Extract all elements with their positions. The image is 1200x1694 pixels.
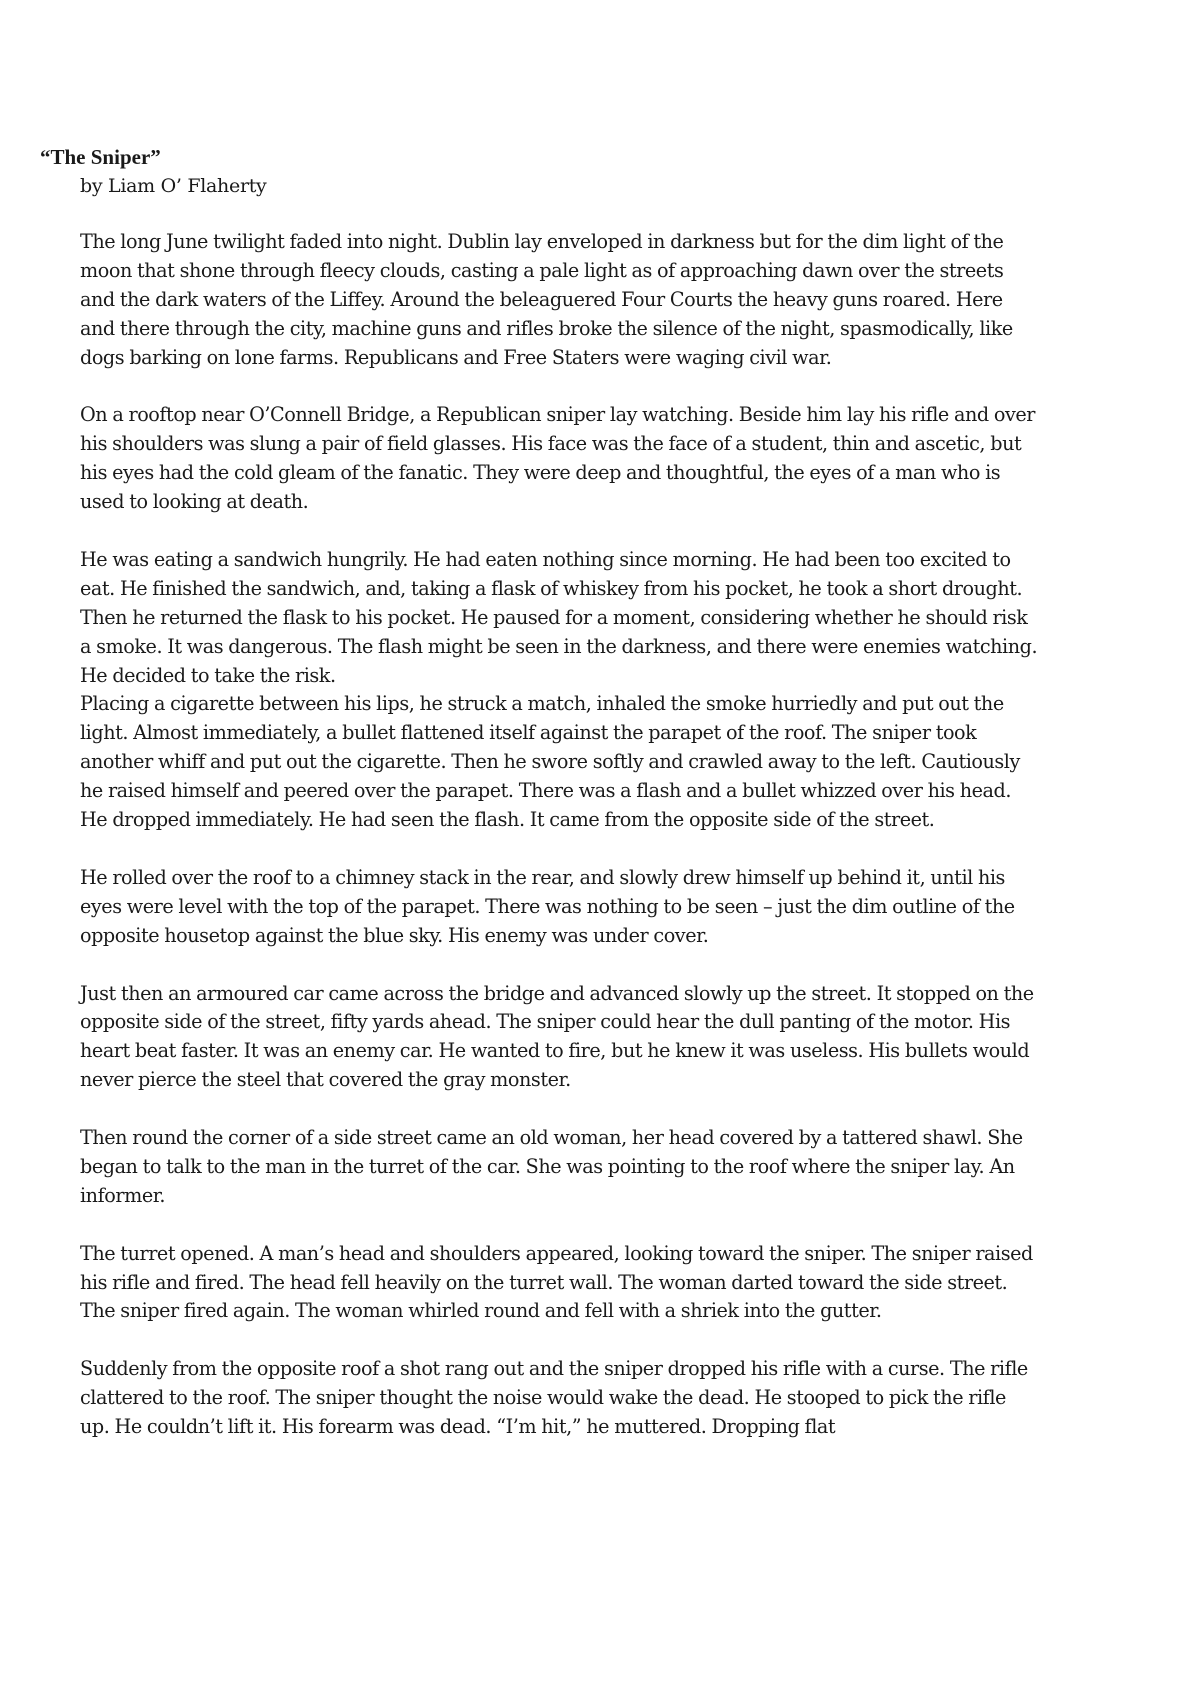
paragraph: Then round the corner of a side street came an old woman, her head covered by a tattered shawl. She began to talk to the man in the turret of the car. She was pointing to the roof where the sniper lay. An informer. bbox=[80, 1126, 1023, 1207]
paragraph: Placing a cigarette between his lips, he struck a match, inhaled the smoke hurriedly and put out the light. Almost immediately, a bullet flattened itself against the parapet of the roof. The sniper took another whiff and put out the cigarette. Then he swore softly and crawled away to the left. Cautiously he raised himself and peered over the parapet. There was a flash and a bullet whizzed over his head. He dropped immediately. He had seen the flash. It came from the opposite side of the street. bbox=[80, 692, 1020, 832]
paragraph: Just then an armoured car came across the bridge and advanced slowly up the street. It stopped on the opposite side of the street, fifty yards ahead. The sniper could hear the dull panting of the motor. His heart beat faster. It was an enemy car. He wanted to fire, but he knew it was useless. His bullets would never pierce the steel that covered the gray monster. bbox=[80, 981, 1034, 1092]
paragraph: Suddenly from the opposite roof a shot rang out and the sniper dropped his rifle with a curse. The rifle clattered to the roof. The sniper thought the noise would wake the dead. He stooped to pick the rifle up. He couldn’t lift it. His forearm was dead. “I’m hit,” he muttered. Dropping flat bbox=[80, 1357, 1028, 1439]
story-author: by Liam O’ Flaherty bbox=[80, 175, 267, 197]
paragraph: On a rooftop near O’Connell Bridge, a Republican sniper lay watching. Beside him lay his rifle and over his shoulders was slung a pair of field glasses. His face was the face of a student, thin and ascetic, but his eyes had the cold gleam of the fanatic. They were deep and thoughtful, the eyes of a man who is used to looking at death. bbox=[80, 403, 1035, 514]
paragraph: He was eating a sandwich hungrily. He had eaten nothing since morning. He had been too excited to eat. He finished the sandwich, and, taking a flask of whiskey from his pocket, he took a short drought. Then he returned the flask to his pocket. He paused for a moment, considering whether he should risk a smoke. It was dangerous. The flash might be seen in the darkness, and there were enemies watching. He decided to take the risk. bbox=[80, 547, 1038, 687]
story-title: “The Sniper” bbox=[40, 145, 161, 169]
paragraph: The turret opened. A man’s head and shoulders appeared, looking toward the sniper. The sniper raised his rifle and fired. The head fell heavily on the turret wall. The woman darted toward the side street. The sniper fired again. The woman whirled round and fell with a shriek into the gutter. bbox=[80, 1241, 1033, 1323]
story-body bbox=[80, 228, 1040, 1442]
paragraph: He rolled over the roof to a chimney stack in the rear, and slowly drew himself up behind it, until his eyes were level with the top of the parapet. There was nothing to be seen – just the dim outline of the opposite housetop against the blue sky. His enemy was under cover. bbox=[80, 865, 1015, 947]
paragraph: The long June twilight faded into night. Dublin lay enveloped in darkness but for the dim light of the moon that shone through fleecy clouds, casting a pale light as of approaching dawn over the streets and the dark waters of the Liffey. Around the beleaguered Four Courts the heavy guns roared. Here and there through the city, machine guns and rifles broke the silence of the night, spasmodically, like dogs barking on lone farms. Republicans and Free Staters were waging civil war. bbox=[80, 230, 1013, 369]
